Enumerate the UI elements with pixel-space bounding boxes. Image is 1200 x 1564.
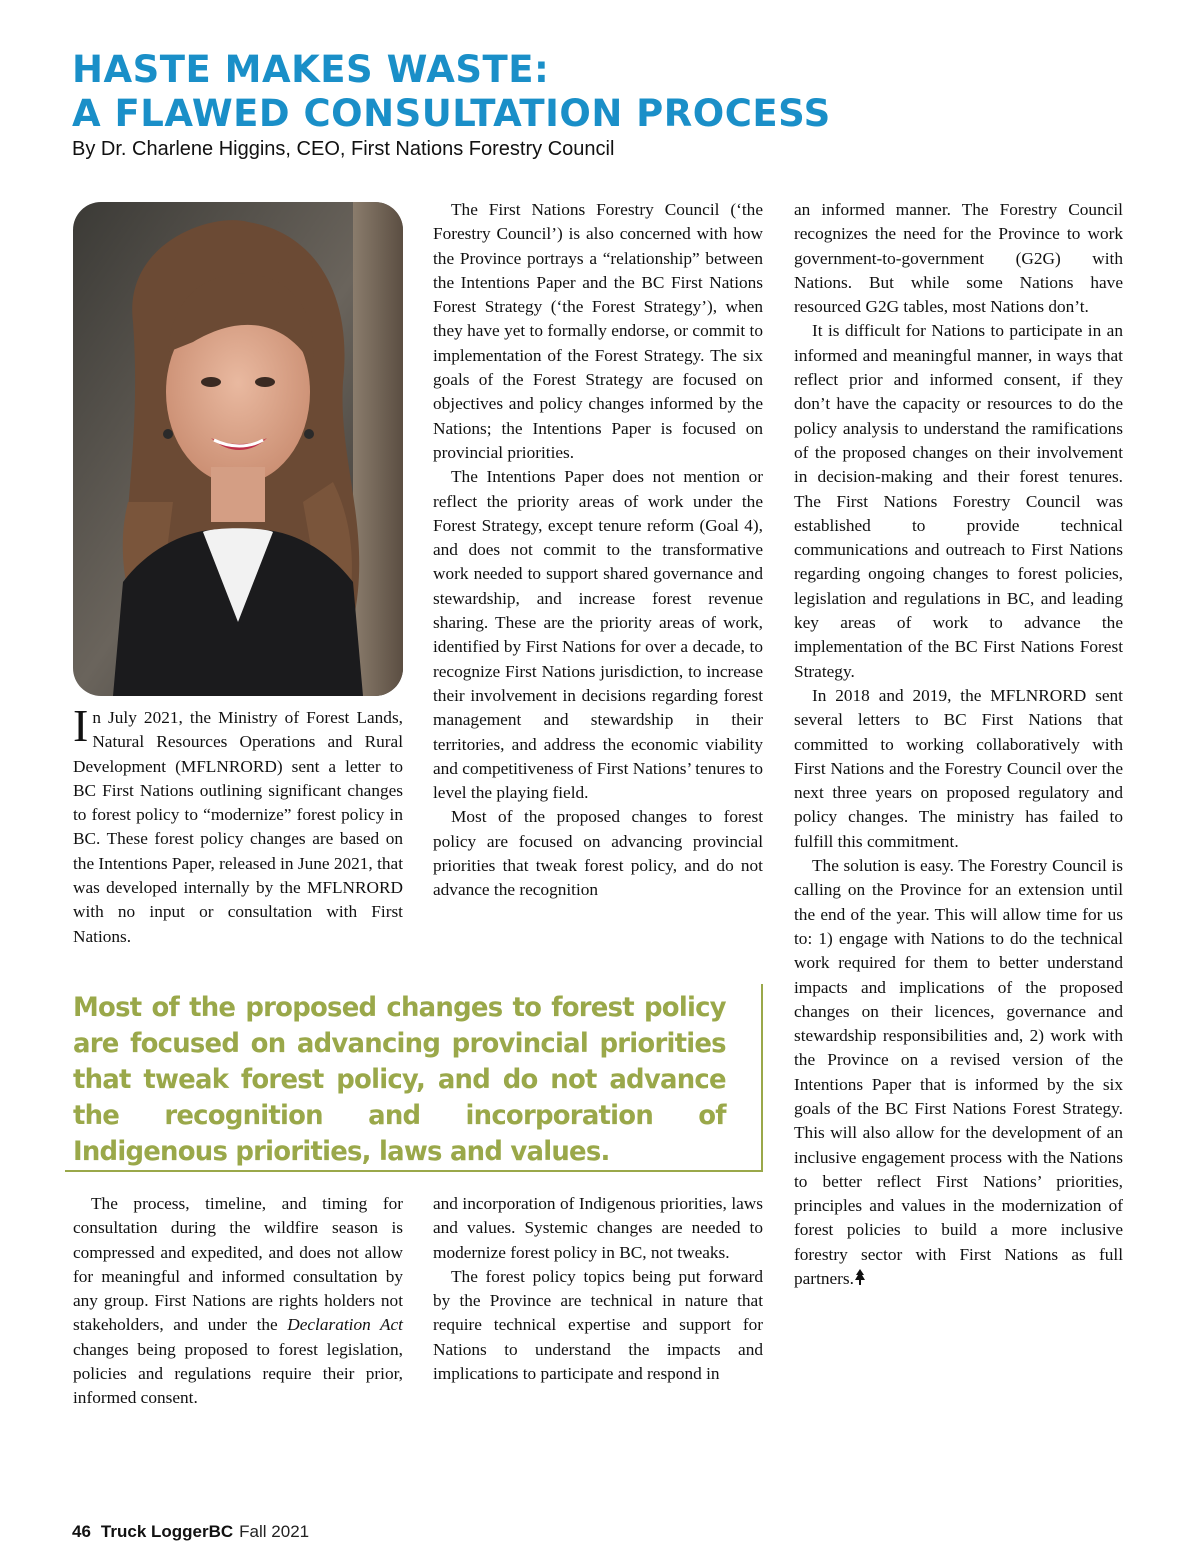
paragraph: Most of the proposed changes to forest policy are focused on advancing provincial priorities that tweak forest policy, and do not advance the recognition xyxy=(433,807,763,900)
drop-cap: I xyxy=(73,700,89,751)
page-number: 46 xyxy=(72,1522,91,1541)
closing-text: The solution is easy. The Forestry Council is calling on the Province for an extension until the end of the year. This will allow time for us to: 1) engage with Nations to do the technical work required for them to better understand impacts and implications of the proposed changes on their licences, governance and stewardship responsibilities and, 2) work with the Province on a revised version of the Intentions Paper that is informed by the six goals of the BC First Nations Forest Strategy. This will also allow for the development of an inclusive engagement process with the Nations to better reflect First Nations’ priorities, principles and values in the modernization of forest policies to build a more inclusive forestry sector with First Nations as full partners. xyxy=(794,856,1123,1289)
paragraph: The forest policy topics being put forward by the Province are technical in nature that require technical expertise and support for Nations to understand the impacts and implications to participate and respond in xyxy=(433,1266,763,1384)
paragraph xyxy=(73,1192,403,1411)
issue-label: Fall 2021 xyxy=(239,1522,310,1541)
italic-act-name: Declaration Act xyxy=(287,1315,403,1335)
author-portrait xyxy=(73,202,403,696)
paragraph xyxy=(794,854,1123,1291)
pull-quote-text: Most of the proposed changes to forest policy are focused on advancing provincial priorities that tweak forest policy, and do not advance the recognition and incorporation of Indigenous priorities, laws and values. xyxy=(73,992,726,1167)
title-line-2: A FLAWED CONSULTATION PROCESS xyxy=(72,92,831,135)
paragraph: an informed manner. The Forestry Council recognizes the need for the Province to work government-to-government (G2G) with Nations. But while some Nations have resourced G2G tables, most Nations don’t. xyxy=(794,200,1123,317)
tree-icon xyxy=(854,1269,866,1285)
pull-quote xyxy=(65,984,763,1172)
paragraph: and incorporation of Indigenous priorities, laws and values. Systemic changes are needed to modernize forest policy in BC, not tweaks. xyxy=(433,1194,763,1262)
title-line-1: HASTE MAKES WASTE: xyxy=(72,48,550,91)
paragraph: It is difficult for Nations to participate in an informed and meaningful manner, in ways that reflect prior and informed consent, if they don’t have the capacity or resources to do the policy analysis to understand the ramifications of the proposed changes on their involvement in decision-making and their forest tenures. The First Nations Forestry Council was established to provide technical communications and outreach to First Nations regarding ongoing changes to forest policies, legislation and regulations in BC, and leading key areas of work to advance the implementation of the BC First Nations Forest Strategy. xyxy=(794,321,1123,681)
intro-text: n July 2021, the Ministry of Forest Lands, Natural Resources Operations and Rural Development (MFLNRORD) sent a letter to BC First Nations outlining significant changes to forest policy to “modernize” forest policy in BC. These forest policy changes are based on the Intentions Paper, released in June 2021, that was developed internally by the MFLNRORD with no input or consultation with First Nations. xyxy=(73,708,403,946)
article-title xyxy=(72,48,972,136)
portrait-illustration xyxy=(73,202,403,696)
paragraph: The First Nations Forestry Council (‘the Forestry Council’) is also concerned with how the Province portrays a “relationship” between the Intentions Paper and the BC First Nations Forest Strategy (‘the Forest Strategy’), when they have yet to formally endorse, or commit to implementation of the Forest Strategy. The six goals of the Forest Strategy are focused on objectives and policy changes informed by the Nations; the Intentions Paper is focused on provincial priorities. xyxy=(433,200,763,462)
intro-column xyxy=(73,700,403,949)
left-column-bottom xyxy=(73,1192,403,1411)
middle-column-top xyxy=(433,198,763,903)
text-run: The process, timeline, and timing for consultation during the wildfire season is compressed and expedited, and does not allow for meaningful and informed consultation by any group. First Nations are rights holders not stakeholders, and under the xyxy=(73,1194,403,1335)
publication-name: Truck LoggerBC xyxy=(100,1522,234,1541)
paragraph: In 2018 and 2019, the MFLNRORD sent several letters to BC First Nations that committed to working collaboratively with First Nations and the Forestry Council over the next three years on proposed regulatory and policy changes. The ministry has failed to fulfill this commitment. xyxy=(794,685,1123,851)
page-footer xyxy=(72,1522,309,1542)
paragraph: The Intentions Paper does not mention or reflect the priority areas of work under the Forest Strategy, except tenure reform (Goal 4), and does not commit to the transformative work needed to support shared governance and stewardship, and increase forest revenue sharing. These are the priority areas of work, identified by First Nations for over a decade, to recognize First Nations jurisdiction, to increase their involvement in decisions regarding forest management and stewardship in their territories, and address the economic viability and competitiveness of First Nations’ tenures to level the playing field. xyxy=(433,467,763,803)
intro-paragraph xyxy=(73,700,403,949)
byline: By Dr. Charlene Higgins, CEO, First Nations Forestry Council xyxy=(72,138,615,160)
middle-column-bottom xyxy=(433,1192,763,1386)
right-column xyxy=(794,198,1123,1291)
text-run: changes being proposed to forest legislation, policies and regulations require their prior, informed consent. xyxy=(73,1339,403,1408)
